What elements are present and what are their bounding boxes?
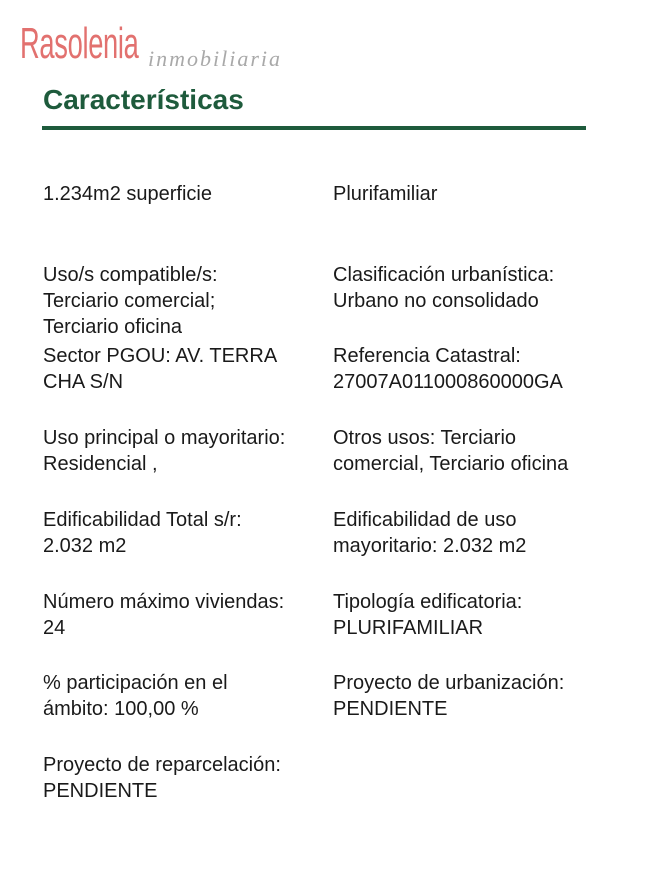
logo-wordmark: Rasolenia	[20, 19, 139, 68]
section-title: Características	[43, 84, 244, 115]
feature-urbanization-project: Proyecto de urbanización: PENDIENTE	[333, 672, 565, 720]
feature-total-buildability: Edificabilidad Total s/r: 2.032 m2	[43, 509, 242, 557]
title-divider	[42, 126, 586, 130]
feature-urban-classification: Clasificación urbanística: Urbano no consolidado	[333, 264, 555, 312]
logo-tagline: inmobiliaria	[148, 46, 283, 71]
feature-type: Plurifamiliar	[333, 183, 438, 205]
feature-surface: 1.234m2 superficie	[43, 183, 212, 205]
feature-main-use: Uso principal o mayoritario: Residencial ,	[43, 427, 286, 475]
feature-sector-pgou: Sector PGOU: AV. TERRA CHA S/N	[43, 345, 278, 393]
feature-reparcelling-project: Proyecto de reparcelación: PENDIENTE	[43, 754, 281, 802]
company-logo	[20, 19, 283, 74]
feature-compatible-uses: Uso/s compatible/s: Terciario comercial; Terciario oficina	[43, 264, 218, 338]
feature-other-uses: Otros usos: Terciario comercial, Terciario oficina	[333, 427, 569, 475]
feature-cadastral-reference: Referencia Catastral: 27007A011000860000GA	[333, 345, 563, 393]
feature-building-typology: Tipología edificatoria: PLURIFAMILIAR	[333, 591, 523, 639]
feature-main-use-buildability: Edificabilidad de uso mayoritario: 2.032 m2	[333, 509, 527, 557]
feature-max-dwellings: Número máximo viviendas: 24	[43, 591, 285, 639]
feature-participation: % participación en el ámbito: 100,00 %	[43, 672, 228, 720]
